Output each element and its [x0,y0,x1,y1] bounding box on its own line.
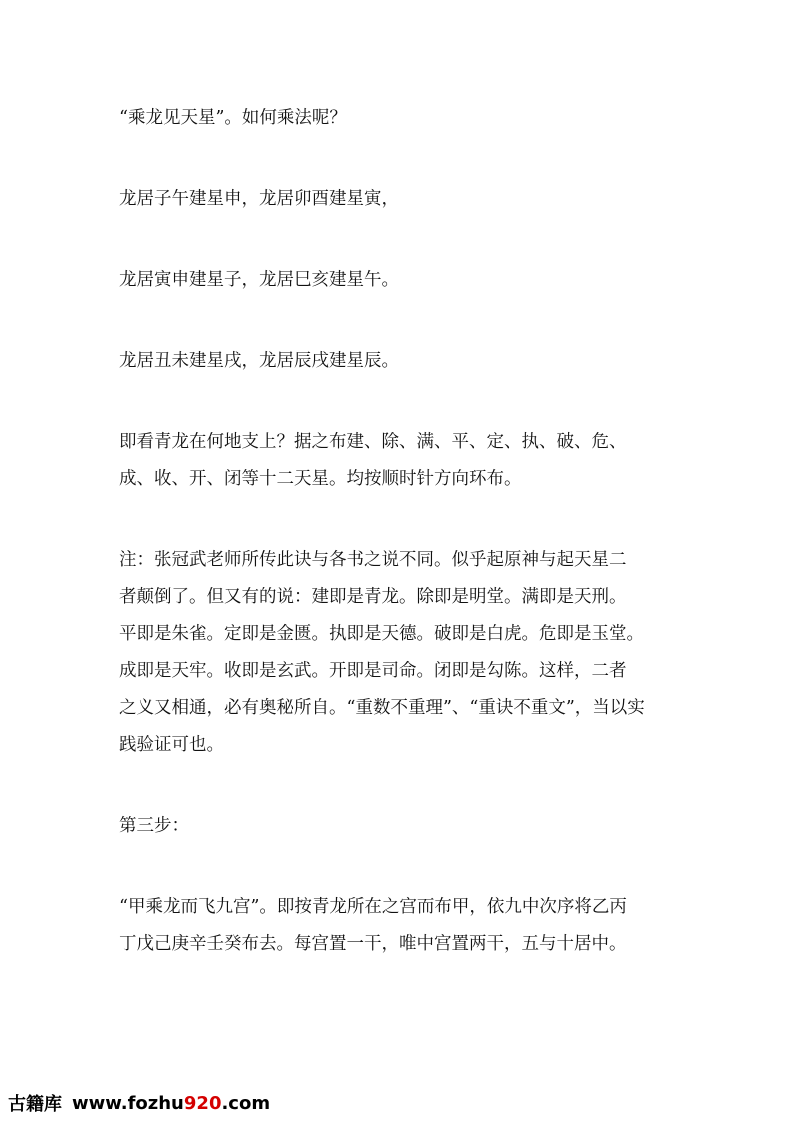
text-line: 注：张冠武老师所传此诀与各书之说不同。似乎起原神与起天星二 [119,550,627,570]
text-line: 之义又相通，必有奥秘所自。“重数不重理”、“重诀不重文”，当以实 [119,698,645,718]
site-url-number: 920 [183,1092,222,1114]
paragraph-rule-1 [119,181,679,218]
site-url-prefix: www.fozhu [72,1092,184,1114]
text-line: 丁戊己庚辛壬癸布去。每宫置一干，唯中宫置两干，五与十居中。 [119,934,627,954]
text-line: 践验证可也。 [119,735,224,755]
paragraph-rule-3 [119,343,679,380]
document-body [119,100,679,963]
text-line: 龙居寅申建星子，龙居巳亥建星午。 [119,270,399,290]
text-line: 龙居丑未建星戌，龙居辰戌建星辰。 [119,351,399,371]
footer-site-url [72,1093,270,1114]
paragraph-step-three-heading [119,808,679,845]
paragraph-rule-2 [119,262,679,299]
site-url-suffix: .com [221,1092,271,1114]
text-line: 成即是天牢。收即是玄武。开即是司命。闭即是勾陈。这样，二者 [119,661,627,681]
paragraph-note [119,542,679,764]
text-line: 平即是朱雀。定即是金匮。执即是天德。破即是白虎。危即是玉堂。 [119,624,644,644]
text-line: 成、收、开、闭等十二天星。均按顺时针方向环布。 [119,469,522,489]
paragraph-step-three-body [119,889,679,963]
footer-watermark [8,1088,270,1118]
paragraph-question [119,100,679,137]
text-line: 即看青龙在何地支上？据之布建、除、满、平、定、执、破、危、 [119,432,627,452]
text-line: 龙居子午建星申，龙居卯酉建星寅， [119,189,399,209]
text-line: 者颠倒了。但又有的说：建即是青龙。除即是明堂。满即是天刑。 [119,587,627,607]
footer-brand: 古籍库 [8,1094,62,1115]
text-line: 第三步： [119,816,189,836]
paragraph-twelve-stars [119,424,679,498]
text-line: “乘龙见天星”。如何乘法呢？ [119,108,347,128]
text-line: “甲乘龙而飞九宫”。即按青龙所在之宫而布甲，依九中次序将乙丙 [119,897,627,917]
